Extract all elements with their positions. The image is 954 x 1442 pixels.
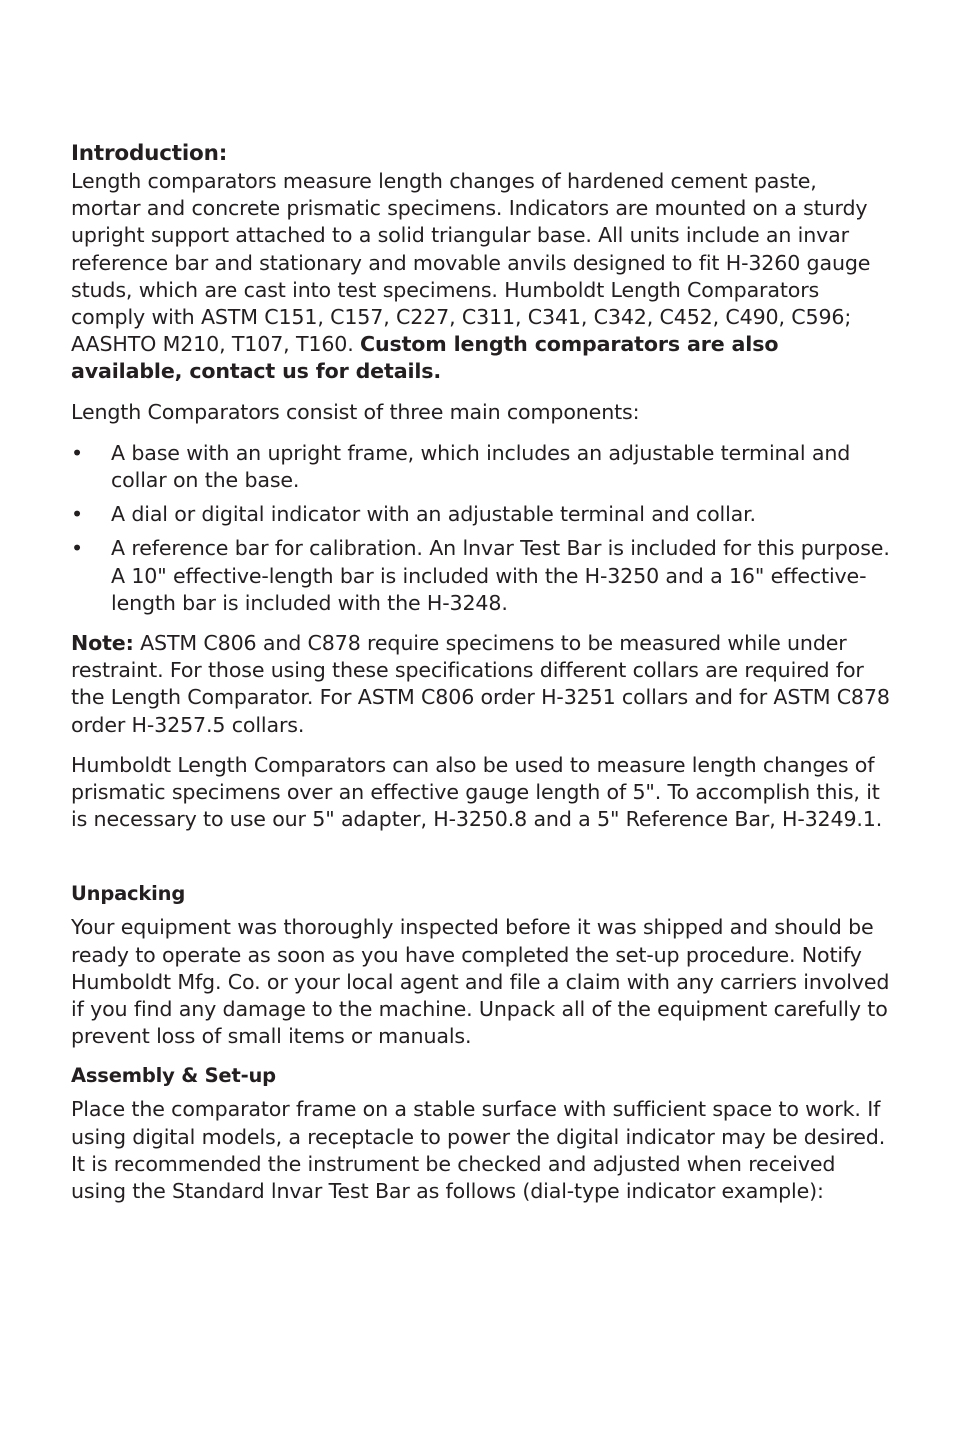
components-intro: Length Comparators consist of three main components: bbox=[71, 399, 640, 424]
note-text: ASTM C806 and C878 require specimens to be measured while under restraint. For those using these specifications different collars are required for the Length Comparator. For ASTM C806 order H-3251 collars and for ASTM C878 order H-3257.5 collars. bbox=[71, 631, 890, 737]
introduction-heading: Introduction: bbox=[71, 141, 228, 166]
bullet: • bbox=[71, 440, 83, 465]
introduction-paragraph bbox=[71, 168, 891, 386]
unpacking-heading: Unpacking bbox=[71, 882, 186, 906]
list-item bbox=[71, 440, 891, 494]
bullet: • bbox=[71, 536, 83, 561]
document-page bbox=[71, 140, 891, 1205]
components-list bbox=[71, 440, 891, 617]
list-item-text: A base with an upright frame, which includes an adjustable terminal and collar on the base. bbox=[111, 440, 851, 493]
list-item-text: A reference bar for calibration. An lnvar Test Bar is included for this purpose. A 10" effective-length bar is included with the H-3250 and a 16" effective-length bar is included with the H-3248. bbox=[111, 536, 890, 615]
introduction-body: Length comparators measure length changes of hardened cement paste, mortar and concrete prismatic specimens. Indicators are mounted on a sturdy upright support attached to a solid triangular base. All units include an invar reference bar and stationary and movable anvils designed to fit H-3260 gauge studs, which are cast into test specimens. Humboldt Length Comparators comply with ASTM C151, C157, C227, C311, C341, C342, C452, C490, C596; AASHTO M210, T107, T160. bbox=[71, 169, 871, 357]
assembly-heading: Assembly & Set-up bbox=[71, 1064, 276, 1088]
unpacking-paragraph: Your equipment was thoroughly inspected before it was shipped and should be ready to operate as soon as you have completed the set-up procedure. Notify Humboldt Mfg. Co. or your local agent and file a claim with any carriers involved if you find any damage to the machine. Unpack all of the equipment carefully to prevent loss of small items or manuals. bbox=[71, 915, 890, 1049]
note-label: Note: bbox=[71, 631, 134, 656]
bullet: • bbox=[71, 502, 83, 527]
list-item-text: A dial or digital indicator with an adjustable terminal and collar. bbox=[111, 502, 756, 527]
adapter-paragraph: Humboldt Length Comparators can also be used to measure length changes of prismatic specimens over an effective gauge length of 5". To accomplish this, it is necessary to use our 5" adapter, H-3250.8 and a 5" Reference Bar, H-3249.1. bbox=[71, 752, 883, 832]
list-item bbox=[71, 535, 891, 617]
introduction-body-bold: Custom length comparators are also available, contact us for details. bbox=[71, 332, 779, 384]
list-item bbox=[71, 501, 891, 528]
assembly-paragraph: Place the comparator frame on a stable surface with sufficient space to work. If using digital models, a receptacle to power the digital indicator may be desired. It is recommended the instrument be checked and adjusted when received using the Standard lnvar Test Bar as follows (dial-type indicator example): bbox=[71, 1097, 886, 1204]
note-paragraph bbox=[71, 630, 891, 739]
